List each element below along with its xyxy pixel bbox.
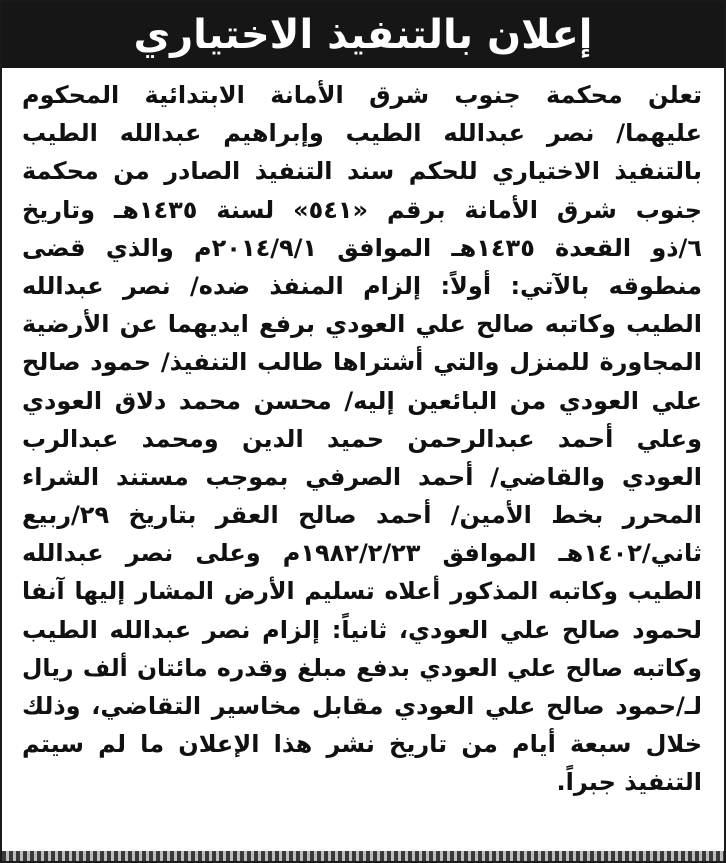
notice-line: ٦/ذو القعدة ١٤٣٥هـ الموافق ٢٠١٤/٩/١م والذي قضى <box>22 233 702 262</box>
bottom-border-strip <box>2 851 724 861</box>
notice-line: المجاورة للمنزل والتي أشتراها طالب التنفيذ/ حمود صالح <box>22 348 702 377</box>
notice-line: جنوب شرق الأمانة برقم «٥٤١» لسنة ١٤٣٥هـ وتاريخ <box>22 195 702 224</box>
notice-line: بالتنفيذ الاختياري للحكم سند التنفيذ الصادر من محكمة <box>22 157 702 186</box>
notice-line: الطيب وكاتبه صالح علي العودي برفع ايديهما عن الأرضية <box>22 310 702 339</box>
notice-body <box>2 68 724 802</box>
notice-line: العودي والقاضي/ أحمد الصرفي بموجب مستند الشراء <box>22 462 702 491</box>
notice-line: تعلن محكمة جنوب شرق الأمانة الابتدائية المحكوم <box>22 81 702 109</box>
notice-line: لحمود صالح علي العودي، ثانياً: إلزام نصر عبدالله الطيب <box>22 615 702 644</box>
notice-line: وكاتبه صالح علي العودي بدفع مبلغ وقدره مائتان ألف ريال <box>22 653 702 682</box>
notice-line: علي العودي من البائعين إليه/ محسن محمد دلاق العودي <box>22 386 702 415</box>
notice-line: لـ/حمود صالح علي العودي مقابل مخاسير التقاضي، وذلك <box>22 692 702 720</box>
notice-title: إعلان بالتنفيذ الاختياري <box>133 12 593 58</box>
notice-line: الطيب وكاتبه المذكور أعلاه تسليم الأرض المشار إليها آنفا <box>22 577 702 606</box>
notice-line: عليهما/ نصر عبدالله الطيب وإبراهيم عبدالله الطيب <box>22 119 702 148</box>
notice-line: وعلي أحمد عبدالرحمن حميد الدين ومحمد عبدالرب <box>22 424 702 453</box>
notice-line: التنفيذ جبراً. <box>556 768 702 797</box>
notice-line: المحرر بخط الأمين/ أحمد صالح العقر بتاريخ ٢٩/ربيع <box>22 501 702 530</box>
notice-line: منطوقه بالآتي: أولاً: إلزام المنفذ ضده/ نصر عبدالله <box>22 271 702 300</box>
notice-line: ثاني/١٤٠٢هـ الموافق ١٩٨٢/٢/٢٣م وعلى نصر عبدالله <box>22 539 702 568</box>
title-bar <box>2 2 724 68</box>
notice-line: خلال سبعة أيام من تاريخ نشر هذا الإعلان ما لم سيتم <box>22 730 702 759</box>
